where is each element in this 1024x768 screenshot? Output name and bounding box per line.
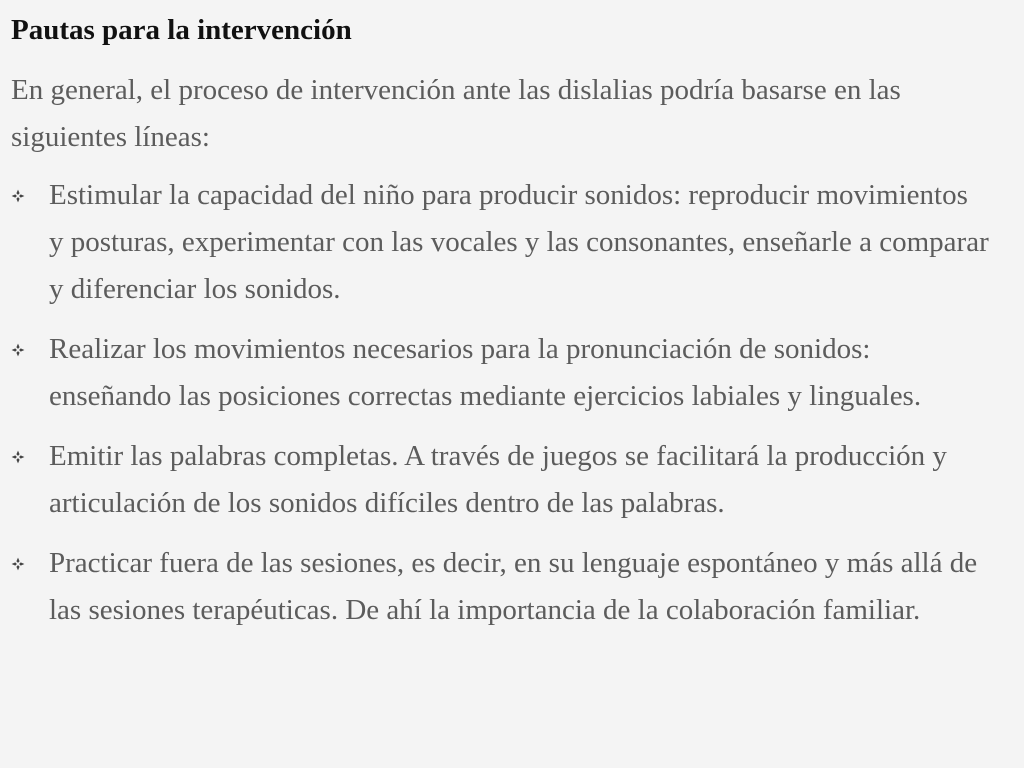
intro-paragraph: En general, el proceso de intervención ante las dislalias podría basarse en las siguientes líneas:: [11, 74, 901, 153]
list-item-text: Realizar los movimientos necesarios para la pronunciación de sonidos: enseñando las posiciones correctas mediante ejercicios labiales y linguales.: [49, 333, 922, 412]
list-item: [0, 326, 989, 420]
guidelines-list: [0, 172, 1024, 647]
page-title: Pautas para la intervención: [11, 14, 352, 46]
diamond-bullet-icon: [11, 450, 25, 464]
diamond-bullet-icon: [11, 189, 25, 203]
diamond-bullet-icon: [11, 343, 25, 357]
list-item-text: Estimular la capacidad del niño para producir sonidos: reproducir movimientos y posturas, experimentar con las vocales y las consonantes, enseñarle a comparar y diferenciar los sonidos.: [49, 179, 989, 305]
list-item-text: Practicar fuera de las sesiones, es decir, en su lenguaje espontáneo y más allá de las sesiones terapéuticas. De ahí la importancia de la colaboración familiar.: [49, 547, 978, 626]
list-item-text: Emitir las palabras completas. A través de juegos se facilitará la producción y articulación de los sonidos difíciles dentro de las palabras.: [49, 440, 947, 519]
list-item: [0, 172, 989, 313]
list-item: [0, 540, 989, 634]
diamond-bullet-icon: [11, 557, 25, 571]
list-item: [0, 433, 989, 527]
